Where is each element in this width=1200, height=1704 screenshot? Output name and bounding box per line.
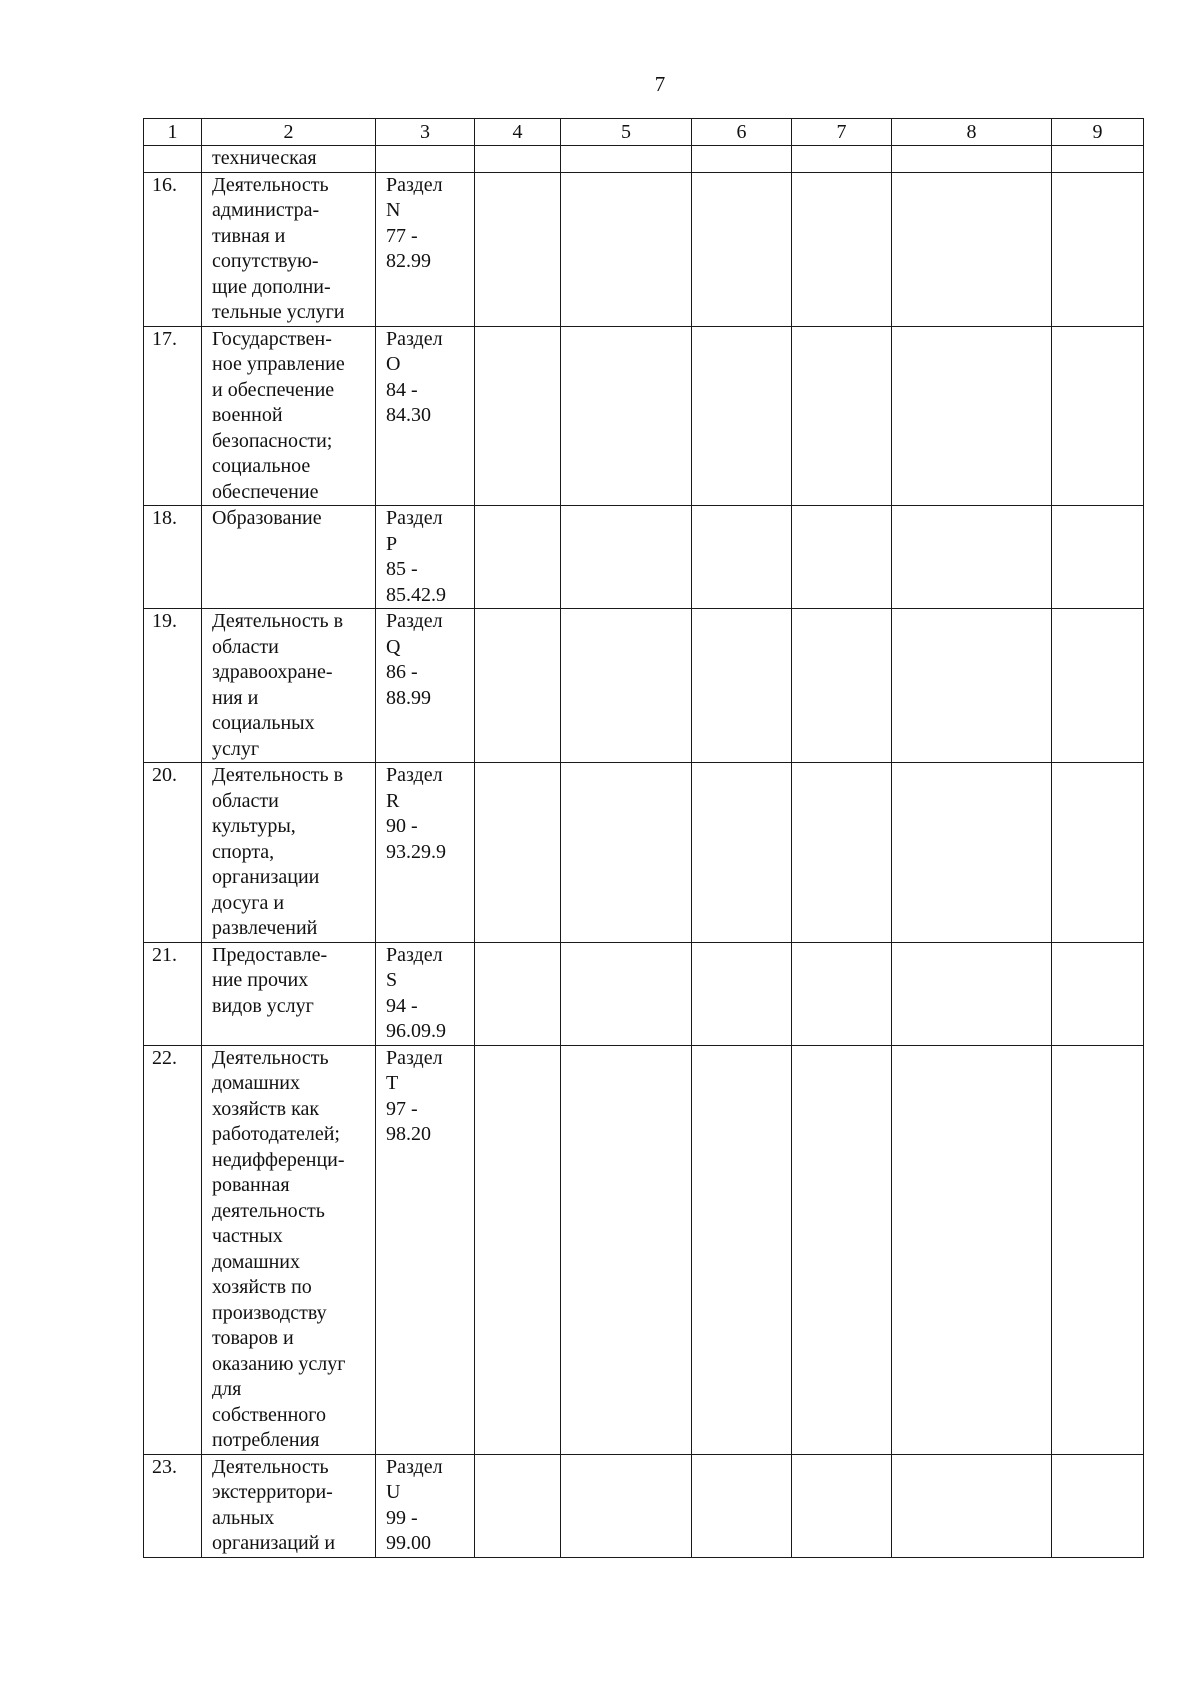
row-number: 17. [144,326,202,506]
activity-name [202,506,376,609]
table-row [144,172,1144,326]
activity-name-line: Деятельность в [212,764,344,786]
activity-name [202,1045,376,1454]
activity-name-line: хозяйств как [212,1097,320,1120]
column-header: 7 [792,119,892,146]
activity-table [143,118,1144,1558]
activity-name-line: видов услуг [212,994,314,1017]
column-header: 5 [561,119,692,146]
row-number: 18. [144,506,202,609]
activity-name-line: социальных [212,712,315,734]
activity-name-line: деятельность [212,1199,325,1222]
activity-name-line: обеспечение [212,480,319,503]
empty-cell [561,506,692,609]
table-row [144,326,1144,506]
column-header: 8 [892,119,1052,146]
empty-cell [475,1045,561,1454]
activity-name [202,326,376,506]
empty-cell [892,942,1052,1045]
empty-cell [692,942,792,1045]
empty-cell [561,172,692,326]
empty-cell [561,609,692,763]
activity-name-line: домашних [212,1250,300,1273]
empty-cell [892,1454,1052,1557]
section-code-line: R [386,789,400,812]
empty-cell [892,326,1052,506]
section-code-line: 82.99 [386,250,431,272]
empty-cell [692,1454,792,1557]
section-code-line: 97 - [386,1097,418,1120]
row-number: 22. [144,1045,202,1454]
empty-cell [475,942,561,1045]
activity-name-line: и обеспечение [212,378,335,401]
section-code-line: Раздел [386,764,443,786]
section-code-line: Раздел [386,610,443,632]
activity-name-line: военной [212,404,283,426]
section-code-line: Раздел [386,1455,443,1478]
activity-name-line: ние прочих [212,969,309,991]
empty-cell [475,172,561,326]
column-number-row [144,119,1144,146]
section-code-line: 84 - [386,378,418,401]
empty-cell [475,506,561,609]
empty-cell [561,763,692,943]
column-header: 3 [376,119,475,146]
empty-cell [692,326,792,506]
activity-name [202,763,376,943]
activity-name-line: ния и [212,686,259,709]
section-code-line: 86 - [386,661,418,683]
activity-name-line: досуга и [212,891,285,914]
section-code-line: Q [386,635,401,658]
section-code-line: N [386,199,401,221]
empty-cell [1052,1045,1144,1454]
activity-name [202,942,376,1045]
section-code-line: 94 - [386,994,418,1017]
empty-cell [475,326,561,506]
section-code-line: 96.09.9 [386,1020,446,1042]
activity-name-line: потребления [212,1429,320,1451]
activity-name-line: тивная и [212,224,286,247]
empty-cell [1052,172,1144,326]
column-header: 2 [202,119,376,146]
empty-cell [1052,326,1144,506]
empty-cell [792,609,892,763]
activity-name-line: домашних [212,1072,300,1094]
row-number: 21. [144,942,202,1045]
activity-name-line: товаров и [212,1327,294,1349]
empty-cell [792,506,892,609]
activity-name-line: здравоохране- [212,661,333,683]
empty-cell [792,1454,892,1557]
activity-name-line: рованная [212,1174,290,1196]
column-header: 6 [692,119,792,146]
activity-name-line: организации [212,866,320,888]
section-code-line: 93.29.9 [386,840,446,863]
empty-cell [792,1045,892,1454]
section-code-line: 85 - [386,558,418,580]
column-header: 4 [475,119,561,146]
empty-cell [692,506,792,609]
okved-section-code [376,763,475,943]
activity-name-line: работодателей; [212,1123,340,1145]
activity-name-line: для [212,1378,242,1400]
activity-name-line: Деятельность [212,1455,329,1478]
activity-name-line: оказанию услуг [212,1352,346,1375]
empty-cell [475,1454,561,1557]
activity-name-line: услуг [212,737,260,760]
section-code-line: 90 - [386,815,418,837]
continuation-row [144,146,1144,173]
section-code-line: S [386,969,398,991]
empty-cell [892,172,1052,326]
empty-cell [792,763,892,943]
empty-cell [792,942,892,1045]
empty-cell [892,609,1052,763]
continuation-text: техническая [202,146,376,173]
empty-cell [1052,506,1144,609]
section-code-line: O [386,353,401,375]
empty-cell [561,1045,692,1454]
empty-cell [561,942,692,1045]
table-row [144,1454,1144,1557]
row-number: 20. [144,763,202,943]
okved-section-code [376,609,475,763]
activity-name-line: недифференци- [212,1148,345,1171]
activity-name-line: альных [212,1506,275,1529]
section-code-line: 77 - [386,224,418,247]
section-code-line: Раздел [386,1046,443,1069]
activity-name-line: Деятельность в [212,610,344,632]
okved-section-code [376,172,475,326]
empty-cell [561,326,692,506]
activity-name-line: спорта, [212,840,275,863]
table-row [144,609,1144,763]
table-row [144,942,1144,1045]
activity-name [202,172,376,326]
activity-name-line: безопасности; [212,429,333,452]
activity-name-line: хозяйств по [212,1276,312,1298]
section-code-line: P [386,532,398,555]
empty-cell [1052,942,1144,1045]
section-code-line: U [386,1481,401,1503]
section-code-line: 99.00 [386,1532,431,1554]
section-code-line: T [386,1072,399,1094]
empty-cell [1052,763,1144,943]
activity-name-line: частных [212,1225,283,1247]
activity-name-line: производству [212,1301,327,1324]
activity-name-line: сопутствую- [212,250,319,272]
section-code-line: 84.30 [386,404,431,426]
activity-name-line: щие дополни- [212,275,331,298]
activity-name-line: области [212,789,279,812]
table-row [144,506,1144,609]
activity-name-line: экстерритори- [212,1481,333,1503]
activity-name-line: администра- [212,199,320,221]
activity-name-line: ное управление [212,353,345,375]
empty-cell [792,172,892,326]
section-code-line: 99 - [386,1506,418,1529]
page-number: 7 [654,72,666,96]
section-code-line: 98.20 [386,1123,431,1145]
activity-name-line: Деятельность [212,173,329,196]
empty-cell [1052,609,1144,763]
column-header: 9 [1052,119,1144,146]
section-code-line: Раздел [386,507,443,529]
empty-cell [892,763,1052,943]
activity-name-line: области [212,635,279,658]
okved-section-code [376,326,475,506]
section-code-line: 85.42.9 [386,583,446,606]
okved-section-code [376,506,475,609]
activity-name [202,609,376,763]
empty-cell [892,1045,1052,1454]
empty-cell [561,1454,692,1557]
table-row [144,1045,1144,1454]
empty-cell [475,609,561,763]
okved-section-code [376,942,475,1045]
empty-cell [692,609,792,763]
activity-name-line: организаций и [212,1532,336,1554]
table-row [144,763,1144,943]
section-code-line: Раздел [386,173,443,196]
section-code-line: Раздел [386,327,443,350]
row-number: 19. [144,609,202,763]
column-header: 1 [144,119,202,146]
empty-cell [692,1045,792,1454]
row-number: 23. [144,1454,202,1557]
activity-name-line: культуры, [212,815,296,837]
activity-name [202,1454,376,1557]
activity-name-line: Образование [212,507,322,529]
activity-name-line: социальное [212,455,311,477]
empty-cell [792,326,892,506]
empty-cell [692,763,792,943]
section-code-line: Раздел [386,943,443,966]
section-code-line: 88.99 [386,686,431,709]
activity-name-line: собственного [212,1403,326,1426]
okved-section-code [376,1045,475,1454]
activity-name-line: Предоставле- [212,943,328,966]
activity-name-line: Государствен- [212,327,332,350]
empty-cell [692,172,792,326]
activity-name-line: тельные услуги [212,301,345,323]
activity-name-line: развлечений [212,917,318,939]
okved-section-code [376,1454,475,1557]
empty-cell [475,763,561,943]
empty-cell [892,506,1052,609]
activity-name-line: Деятельность [212,1046,329,1069]
row-number: 16. [144,172,202,326]
empty-cell [1052,1454,1144,1557]
